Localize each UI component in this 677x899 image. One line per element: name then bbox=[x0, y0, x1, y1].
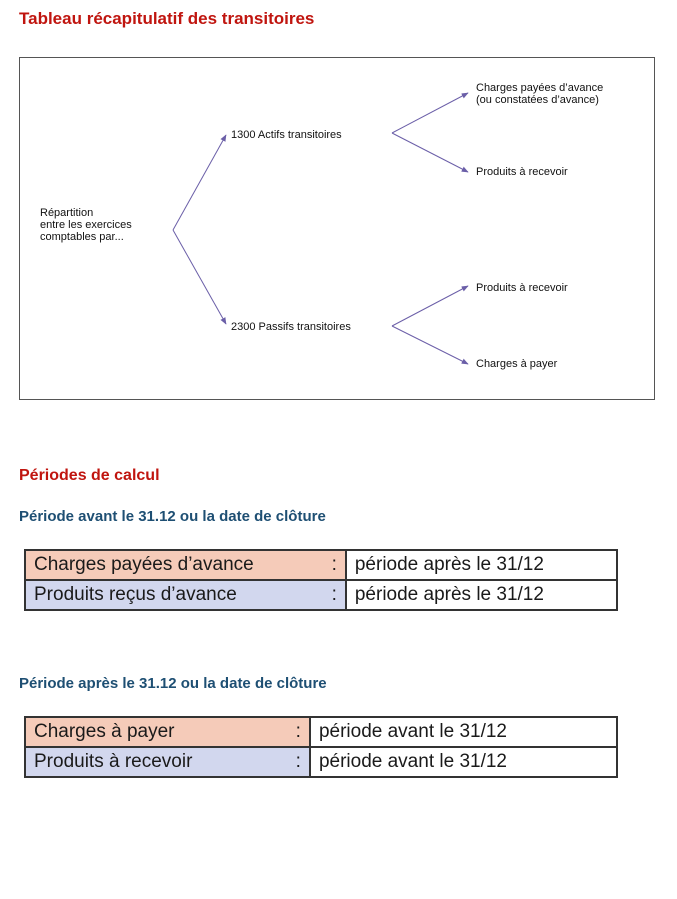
table-row bbox=[25, 747, 617, 777]
row-label: Produits à recevoir bbox=[34, 751, 193, 772]
connector-actifs-charges bbox=[392, 93, 468, 133]
diagram-root-label: Répartition entre les exercices comptables par... bbox=[40, 207, 132, 243]
row-label-cell bbox=[25, 747, 310, 777]
row-colon: : bbox=[295, 721, 301, 742]
row-label: Charges payées d’avance bbox=[34, 554, 254, 575]
table-row bbox=[25, 580, 617, 610]
transitoires-diagram bbox=[19, 57, 655, 400]
row-label-cell bbox=[25, 550, 346, 580]
row-value: période avant le 31/12 bbox=[310, 747, 617, 777]
connector-passifs-charges bbox=[392, 326, 468, 364]
page-title: Tableau récapitulatif des transitoires bbox=[19, 9, 315, 28]
connector-actifs-produits bbox=[392, 133, 468, 172]
table-row bbox=[25, 550, 617, 580]
table-row bbox=[25, 717, 617, 747]
row-colon: : bbox=[331, 584, 337, 605]
subtitle-after: Période après le 31.12 ou la date de clôture bbox=[19, 675, 327, 692]
connector-root-passifs bbox=[173, 230, 226, 324]
leaf-charges-a-payer: Charges à payer bbox=[476, 358, 558, 370]
connector-passifs-produits bbox=[392, 286, 468, 326]
branch-passifs-label: 2300 Passifs transitoires bbox=[231, 321, 351, 333]
row-value: période avant le 31/12 bbox=[310, 717, 617, 747]
subtitle-before: Période avant le 31.12 ou la date de clôture bbox=[19, 508, 326, 525]
branch-actifs-label: 1300 Actifs transitoires bbox=[231, 129, 342, 141]
row-colon: : bbox=[295, 751, 301, 772]
row-value: période après le 31/12 bbox=[346, 550, 617, 580]
leaf-charges-payees: Charges payées d’avance (ou constatées d’avance) bbox=[476, 82, 604, 106]
leaf-produits-a-recevoir-actifs: Produits à recevoir bbox=[476, 166, 568, 178]
row-label: Charges à payer bbox=[34, 721, 175, 742]
leaf-produits-a-recevoir-passifs: Produits à recevoir bbox=[476, 282, 568, 294]
row-colon: : bbox=[331, 554, 337, 575]
row-label-cell bbox=[25, 717, 310, 747]
table-before bbox=[24, 549, 618, 611]
table-after bbox=[24, 716, 618, 778]
connector-root-actifs bbox=[173, 135, 226, 230]
row-label: Produits reçus d’avance bbox=[34, 584, 237, 605]
row-value: période après le 31/12 bbox=[346, 580, 617, 610]
row-label-cell bbox=[25, 580, 346, 610]
section-title-periodes: Périodes de calcul bbox=[19, 467, 160, 484]
